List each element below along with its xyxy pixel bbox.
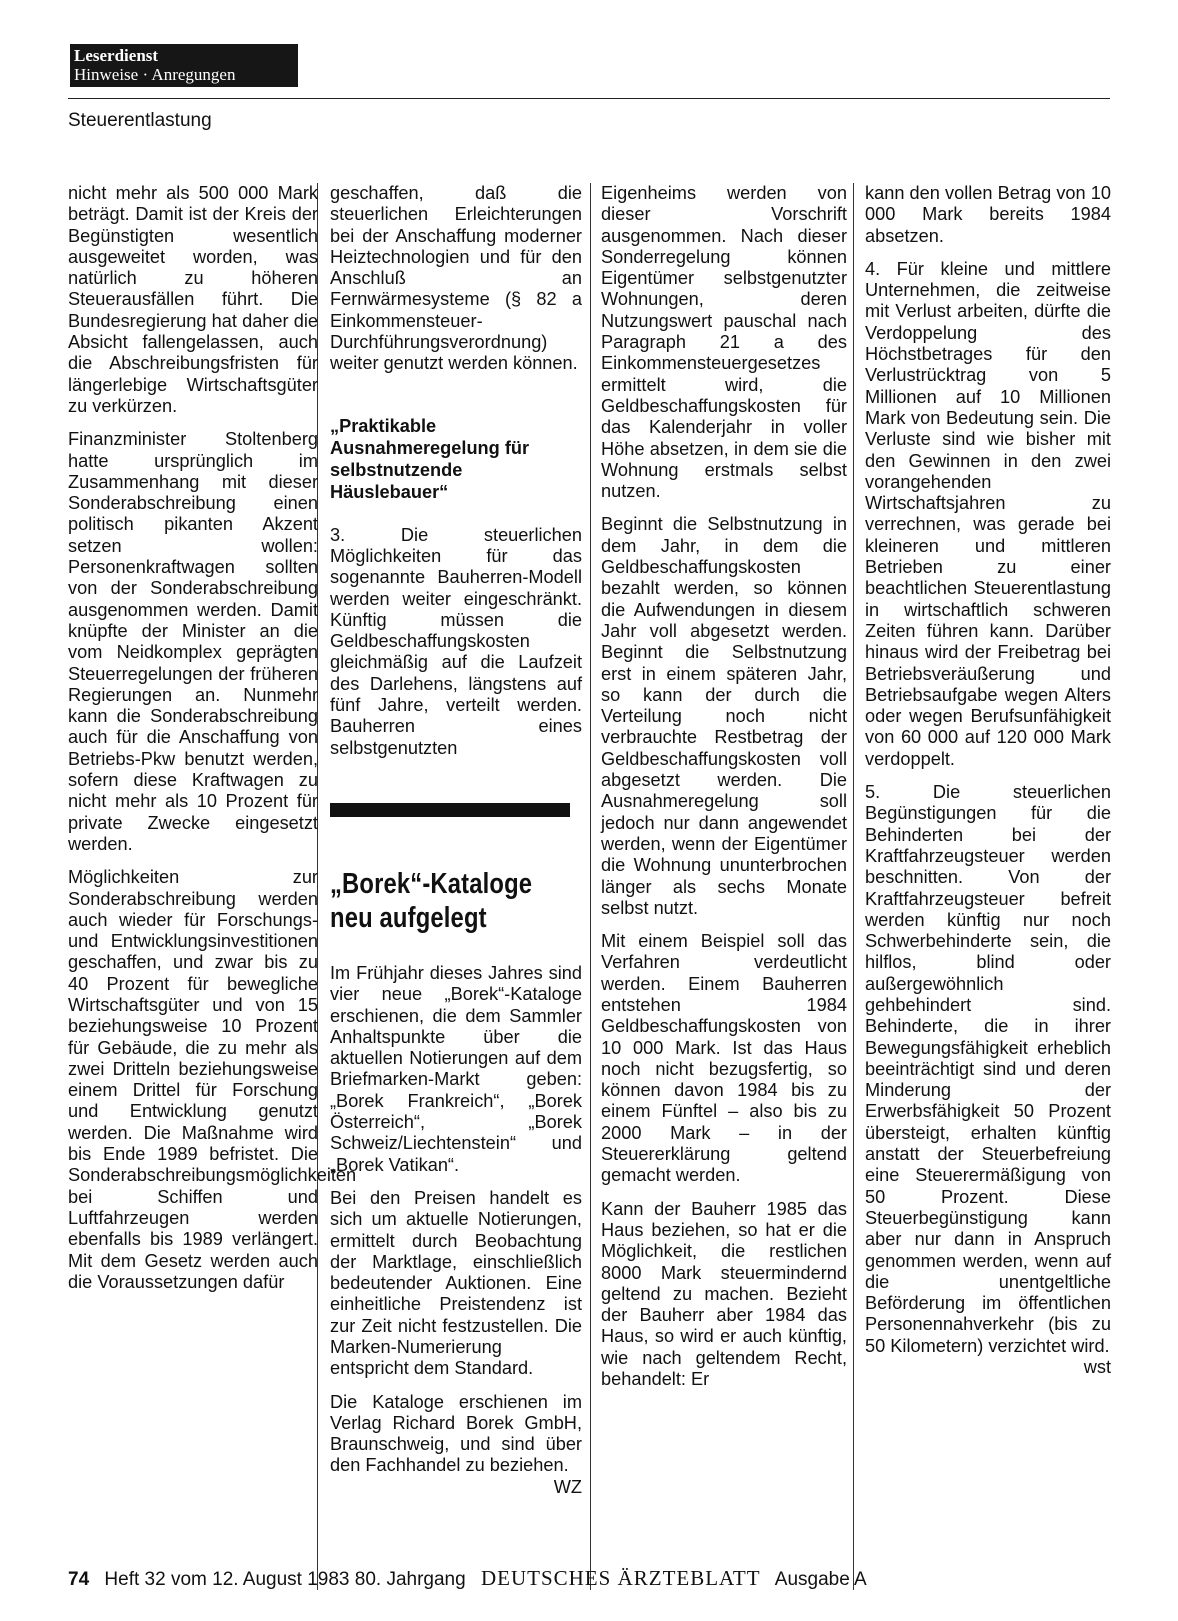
paragraph [865, 782, 1111, 1378]
separator-bar [330, 803, 570, 817]
column-divider [590, 183, 591, 1590]
paragraph: Mit einem Beispiel soll das Verfahren verdeutlicht werden. Einem Bauherren entstehen 1984 Geldbeschaffungskosten von 10 000 Mark. Ist das Haus noch nicht bezugsfertig, so können davon 1984 bis zu einem Fünftel – also bis zu 2000 Mark – in der Steuererklärung geltend gemacht werden. [601, 931, 847, 1186]
edition: Ausgabe A [774, 1569, 867, 1590]
badge-title: Leserdienst [74, 46, 159, 65]
paragraph: kann den vollen Betrag von 10 000 Mark bereits 1984 absetzen. [865, 183, 1111, 246]
section-title: Steuerentlastung [68, 110, 212, 131]
paragraph: Kann der Bauherr 1985 das Haus beziehen, so hat er die Möglichkeit, die restlichen 8000 Mark steuermindernd geltend zu machen. Bezieht der Bauherr aber 1984 das Haus, so wird er auch künftig, wie nach geltendem Recht, behandelt: Er [601, 1198, 847, 1390]
author-sign: wst [1083, 1357, 1111, 1378]
paragraph: geschaffen, daß die steuerlichen Erleichterungen bei der Anschaffung moderner Heiztechnologien und für den Anschluß an Fernwärmesysteme (§ 82 a Einkommensteuer-Durchführungsverordnung) weiter genutzt werden können. [330, 183, 582, 374]
paragraph: 3. Die steuerlichen Möglichkeiten für das sogenannte Bauherren-Modell werden weiter eingeschränkt. Künftig müssen die Geldbeschaffungskosten gleichmäßig auf die Laufzeit des Darlehens, längstens auf fünf Jahre, verteilt werden. Bauherren eines selbstgenutzten [330, 524, 582, 758]
paragraph: Im Frühjahr dieses Jahres sind vier neue „Borek“-Kataloge erschienen, die dem Sammler Anhaltspunkte über die aktuellen Notierungen auf dem Briefmarken-Markt geben: „Borek Frankreich“, „Borek Österreich“, „Borek Schweiz/Liechtenstein“ und „Borek Vatikan“. [330, 962, 582, 1175]
paragraph: nicht mehr als 500 000 Mark beträgt. Damit ist der Kreis der Begünstigten wesentlich ausgeweitet worden, was natürlich zu höheren Steuerausfällen führt. Die Bundesregierung hat daher die Absicht fallengelassen, auch die Abschreibungsfristen für längerlebige Wirtschaftsgüter zu verkürzen. [68, 183, 318, 416]
column-2 [330, 183, 582, 1498]
paragraph: Eigenheims werden von dieser Vorschrift ausgenommen. Nach dieser Sonderregelung können Eigentümer selbstgenutzter Wohnungen, deren Nutzungswert pauschal nach Paragraph 21 a des Einkommensteuergesetzes ermittelt wird, die Geldbeschaffungskosten für das Kalenderjahr in voller Höhe absetzen, in dem sie die Wohnung erstmals selbst nutzen. [601, 183, 847, 502]
subheading: „Praktikable Ausnahmeregelung für selbstnutzende Häuslebauer“ [330, 415, 530, 502]
paragraph-text: Die Kataloge erschienen im Verlag Richard Borek GmbH, Braunschweig, und sind über den Fachhandel zu beziehen. [330, 1391, 582, 1476]
column-4 [865, 183, 1111, 1378]
column-1 [68, 183, 357, 1293]
paragraph-text: 5. Die steuerlichen Begünstigungen für die Behinderten bei der Kraftfahrzeugsteuer werden beschnitten. Von der Kraftfahrzeugsteuer befreit werden künftig nur noch Schwerbehinderte sein, die hilflos, blind oder außergewöhnlich gehbehindert sind. Behinderte, die in ihrer Bewegungsfähigkeit erheblich beeinträchtigt sind und deren Minderung der Erwerbsfähigkeit 50 Prozent übersteigt, erhalten künftig anstatt der Steuerbefreiung eine Steuerermäßigung von 50 Prozent. Diese Steuerbegünstigung kann aber nur dann in Anspruch genommen werden, wenn auf die unentgeltliche Beförderung im öffentlichen Personennahverkehr (bis zu 50 Kilometern) verzichtet wird. [865, 782, 1111, 1356]
page-number: 74 [68, 1569, 90, 1590]
paragraph [330, 1391, 582, 1497]
badge-subtitle: Hinweise · Anregungen [74, 65, 236, 84]
paragraph: Bei den Preisen handelt es sich um aktuelle Notierungen, ermittelt durch Beobachtung der Marktlage, einschließlich bedeutender Auktionen. Eine einheitliche Preistendenz ist zur Zeit nicht festzustellen. Die Marken-Numerierung entspricht dem Standard. [330, 1187, 582, 1379]
paragraph: 4. Für kleine und mittlere Unternehmen, die zeitweise mit Verlust arbeiten, dürfte die Verdoppelung des Höchstbetrages für den Verlustrücktrag von 5 Millionen auf 10 Millionen Mark von Bedeutung sein. Die Verluste sind wie bisher mit den Gewinnen in den zwei vorangehenden Wirtschaftsjahren zu verrechnen, was gerade bei kleineren und mittleren Betrieben zu einer beachtlichen Steuerentlastung in wirtschaftlich schweren Zeiten führen kann. Darüber hinaus wird der Freibetrag bei Betriebsveräußerung und Betriebsaufgabe wegen Alters oder wegen Berufsunfähigkeit von 60 000 auf 120 000 Mark verdoppelt. [865, 258, 1111, 769]
column-3 [601, 183, 847, 1390]
article-headline: „Borek“-Kataloge neu aufgelegt [330, 867, 533, 934]
paragraph: Finanzminister Stoltenberg hatte ursprünglich im Zusammenhang mit dieser Sonderabschreibung einen politisch pikanten Akzent setzen wollen: Personenkraftwagen sollten von der Sonderabschreibung ausgenommen werden. Damit knüpfte der Minister an die vom Neidkomplex geprägten Steuerregelungen der früheren Regierungen an. Nunmehr kann die Sonderabschreibung auch für die Anschaffung von Betriebs-Pkw benutzt werden, sofern diese Kraftwagen zu nicht mehr als 10 Prozent für private Zwecke eingesetzt werden. [68, 429, 318, 854]
paragraph: Beginnt die Selbstnutzung in dem Jahr, in dem die Geldbeschaffungskosten bezahlt werden, so können die Aufwendungen in diesem Jahr voll abgesetzt werden. Beginnt die Selbstnutzung erst in einem späteren Jahr, so kann der durch die Verteilung noch nicht verbrauchte Restbetrag der Geldbeschaffungskosten voll abgesetzt werden. Die Ausnahmeregelung soll jedoch nur dann angewendet werden, wenn der Eigentümer die Wohnung ununterbrochen länger als sechs Monate selbst nutzt. [601, 514, 847, 918]
page-footer [68, 1566, 867, 1591]
issue-info: Heft 32 vom 12. August 1983 80. Jahrgang [104, 1569, 466, 1590]
paragraph: Möglichkeiten zur Sonderabschreibung werden auch wieder für Forschungs- und Entwicklungsinvestitionen geschaffen, und zwar bis zu 40 Prozent für bewegliche Wirtschaftsgüter und von 15 beziehungsweise 10 Prozent für Gebäude, die zu mehr als zwei Dritteln beziehungsweise einem Drittel für Forschung und Entwicklung genutzt werden. Die Maßnahme wird bis Ende 1989 befristet. Die Sonderabschreibungsmöglichkeiten bei Schiffen und Luftfahrzeugen werden ebenfalls bis 1989 verlängert. Mit dem Gesetz werden auch die Voraussetzungen dafür [68, 867, 357, 1292]
author-sign: WZ [553, 1476, 582, 1497]
column-divider [853, 183, 854, 1590]
magazine-name: DEUTSCHES ÄRZTEBLATT [480, 1566, 761, 1590]
header-rule [68, 98, 1110, 99]
section-badge [70, 44, 298, 87]
